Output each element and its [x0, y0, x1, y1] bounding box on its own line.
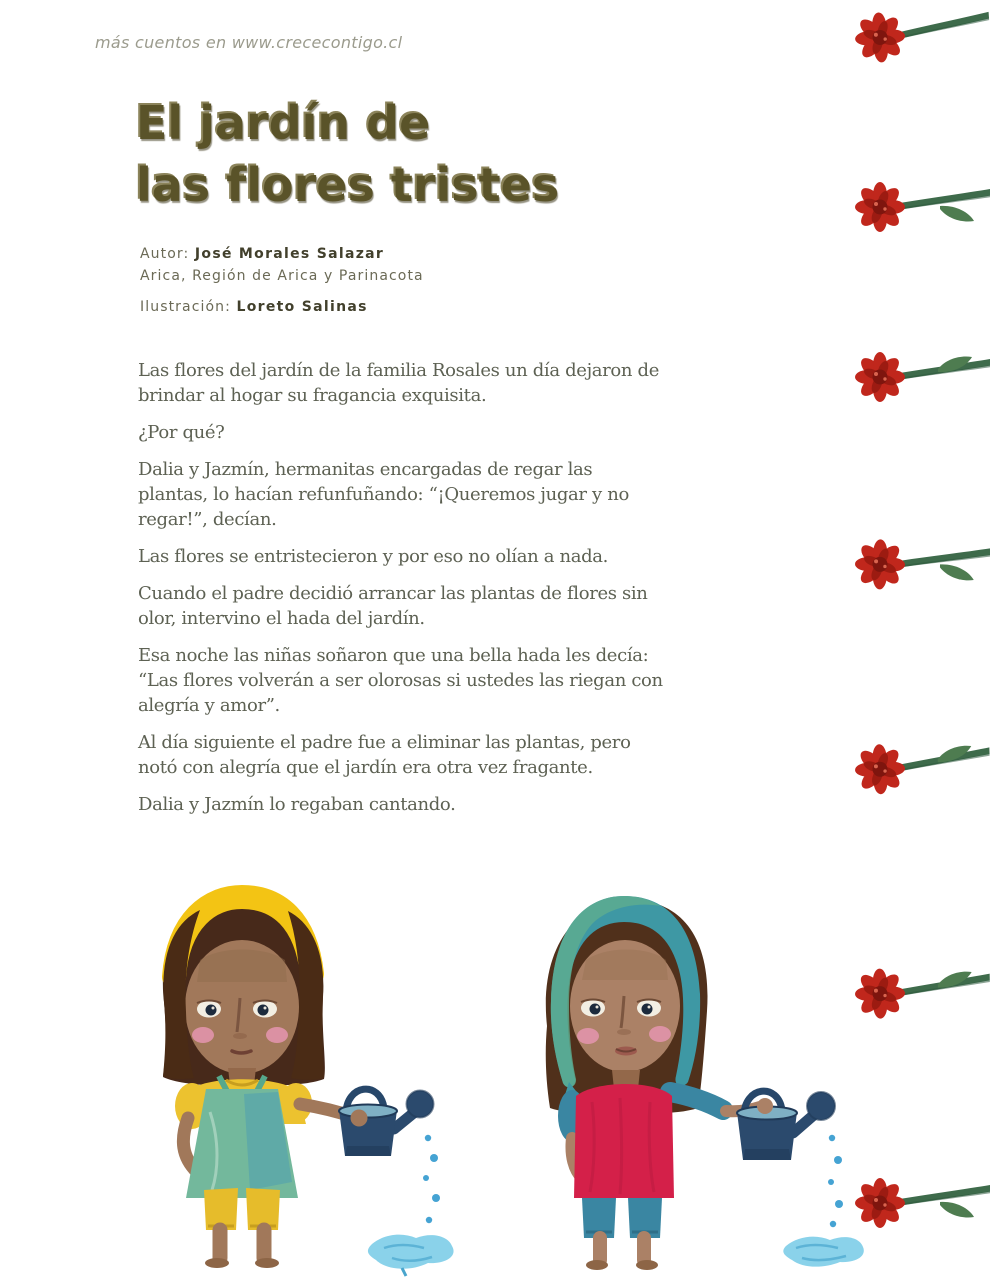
cheek-left — [577, 1028, 599, 1044]
red-flower-icon — [839, 526, 990, 605]
cheek-left — [192, 1027, 214, 1043]
story-paragraph: Las flores del jardín de la familia Rosales un día dejaron de brindar al hogar su fragancia exquisita. — [138, 360, 660, 406]
story-paragraph: Dalia y Jazmín, hermanitas encargadas de regar las plantas, lo hacían refunfuñando: “¡Queremos jugar y no regar!”, decían. — [138, 459, 629, 530]
story-paragraph: ¿Por qué? — [138, 422, 225, 443]
watering-can-icon — [737, 1091, 835, 1160]
story-paragraph: Al día siguiente el padre fue a eliminar las plantas, pero notó con alegría que el jardín era otra vez fragante. — [138, 732, 631, 778]
girl-legs — [586, 1238, 658, 1270]
water-puddle — [783, 1237, 864, 1267]
illustrator-line — [140, 296, 424, 318]
cheek-right — [266, 1027, 288, 1043]
crimson-dress — [574, 1084, 674, 1198]
site-note: más cuentos en www.crececontigo.cl — [95, 33, 403, 52]
author-region: Arica, Región de Arica y Parinacota — [140, 268, 424, 284]
story-paragraph: Esa noche las niñas soñaron que una bella hada les decía: “Las flores volverán a ser olorosas si ustedes las riegan con alegría y amor”. — [138, 645, 663, 716]
author-name: José Morales Salazar — [194, 246, 385, 262]
nose-shade — [617, 1029, 631, 1035]
cheek-right — [649, 1026, 671, 1042]
story-paragraph: Las flores se entristecieron y por eso no olían a nada. — [138, 546, 609, 567]
teal-pants — [582, 1198, 662, 1238]
water-drops — [423, 1135, 440, 1223]
girl-legs — [205, 1230, 279, 1268]
story-text — [138, 358, 663, 829]
girl-mouth — [232, 1051, 251, 1053]
story-paragraph: Cuando el padre decidió arrancar las plantas de flores sin olor, intervino el hada del jardín. — [138, 583, 648, 629]
girl-hand-right — [351, 1110, 368, 1127]
red-flower-icon — [838, 0, 990, 78]
title-line-1: El jardín de — [136, 96, 431, 150]
illustrator-label: Ilustración: — [140, 299, 231, 315]
girl-dalia-illustration — [140, 882, 460, 1277]
nose-shade — [233, 1033, 247, 1039]
author-label: Autor: — [140, 246, 190, 262]
illustrator-name: Loreto Salinas — [236, 299, 368, 315]
water-puddle — [368, 1235, 454, 1276]
girl-mouth — [615, 1047, 637, 1056]
author-line — [140, 243, 424, 265]
title-line-2: las flores tristes — [136, 158, 560, 212]
girl-hand-right — [757, 1098, 773, 1114]
red-flower-icon — [840, 169, 990, 245]
story-paragraph: Dalia y Jazmín lo regaban cantando. — [138, 794, 456, 815]
red-flower-icon — [840, 339, 990, 415]
credits-block — [140, 243, 424, 318]
water-drops — [828, 1135, 843, 1227]
red-flower-icon — [839, 727, 990, 808]
girl-jazmin-illustration — [520, 876, 870, 1276]
page-title — [136, 92, 559, 216]
